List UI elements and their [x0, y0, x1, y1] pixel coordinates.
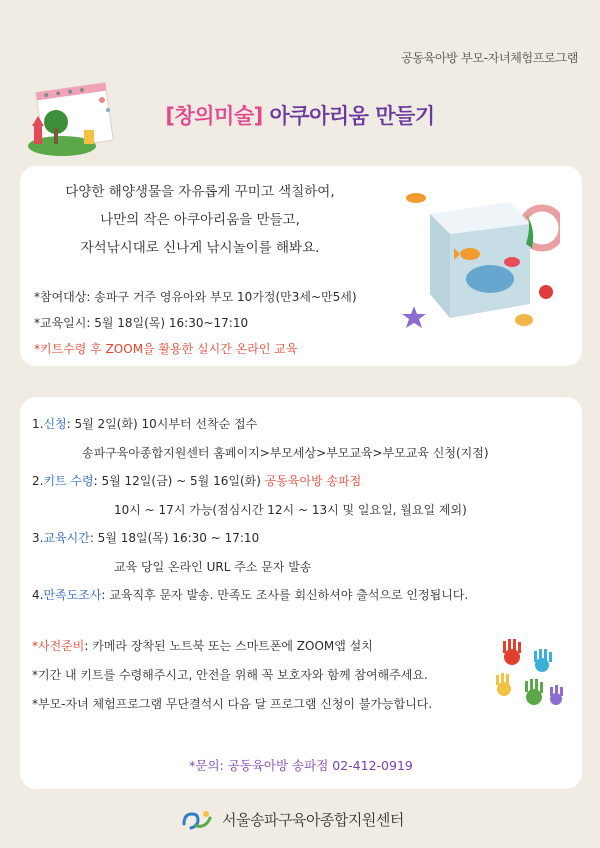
step-apply [32, 414, 257, 434]
kit-note: *기간 내 키트를 수령해주시고, 안전을 위해 꼭 보호자와 함께 참여해주세요. [32, 668, 428, 682]
center-logo [180, 808, 214, 832]
center-name: 서울송파구육아종합지원센터 [222, 811, 404, 829]
title-main: 아쿠아리움 만들기 [262, 104, 435, 128]
step-kit [32, 471, 361, 491]
program-label: 공동육아방 부모-자녀체험프로그램 [401, 51, 578, 65]
step-1-number: 1. [32, 417, 44, 431]
step-3-number: 3. [32, 531, 44, 545]
schedule-info: *교육일시: 5월 18일(목) 16:30~17:10 [34, 316, 249, 330]
absence-note: *부모-자녀 체험프로그램 무단결석시 다음 달 프로그램 신청이 불가능합니다. [32, 697, 433, 711]
online-note: *키트수령 후 ZOOM을 활용한 실시간 온라인 교육 [34, 342, 298, 356]
intro-text [20, 178, 380, 262]
prep-star: * [32, 639, 38, 653]
step-1-title: 신청 [43, 417, 67, 431]
step-time [32, 528, 259, 548]
step-2-title: 키트 수령 [43, 474, 94, 488]
prep-text: : 카메라 장착된 노트북 또는 스마트폰에 ZOOM앱 설치 [84, 639, 373, 653]
intro-line-1: 다양한 해양생물을 자유롭게 꾸미고 색칠하여, [65, 184, 335, 200]
aquarium-photo [400, 184, 560, 334]
contact-info: *문의: 공동육아방 송파점 02-412-0919 [189, 758, 413, 773]
prep-title: 사전준비 [38, 639, 85, 653]
step-2-text: : 5월 12일(금) ~ 5월 16일(화) [93, 474, 265, 488]
intro-line-2: 나만의 작은 아쿠아리움을 만들고, [100, 212, 300, 228]
step-survey [32, 585, 468, 605]
page-title [0, 100, 600, 130]
step-3-detail: 교육 당일 온라인 URL 주소 문자 발송 [114, 560, 312, 574]
step-2-detail: 10시 ~ 17시 가능(점심시간 12시 ~ 13시 및 일요일, 월요일 제외) [114, 503, 467, 517]
overview-card [20, 166, 582, 366]
step-3-title: 교육시간 [43, 531, 90, 545]
title-category: [창의미술] [165, 104, 263, 128]
step-2-number: 2. [32, 474, 44, 488]
step-1-detail: 송파구육아종합지원센터 홈페이지>부모세상>부모교육>부모교육 신청(지점) [82, 446, 489, 460]
step-4-number: 4. [32, 588, 44, 602]
target-info: *참여대상: 송파구 거주 영유아와 부모 10가정(만3세~만5세) [34, 290, 357, 304]
details-card [20, 397, 582, 789]
step-2-place: 공동육아방 송파점 [264, 474, 362, 488]
step-1-text: : 5월 2일(화) 10시부터 선착순 접수 [66, 417, 258, 431]
handprints-illustration [490, 637, 570, 717]
step-3-text: : 5월 18일(목) 16:30 ~ 17:10 [89, 531, 260, 545]
step-4-text: : 교육직후 문자 발송. 만족도 조사를 회신하셔야 출석으로 인정됩니다. [101, 588, 469, 602]
intro-line-3: 자석낚시대로 신나게 낚시놀이를 해봐요. [80, 240, 320, 256]
prep-note [32, 636, 373, 656]
step-4-title: 만족도조사 [43, 588, 102, 602]
